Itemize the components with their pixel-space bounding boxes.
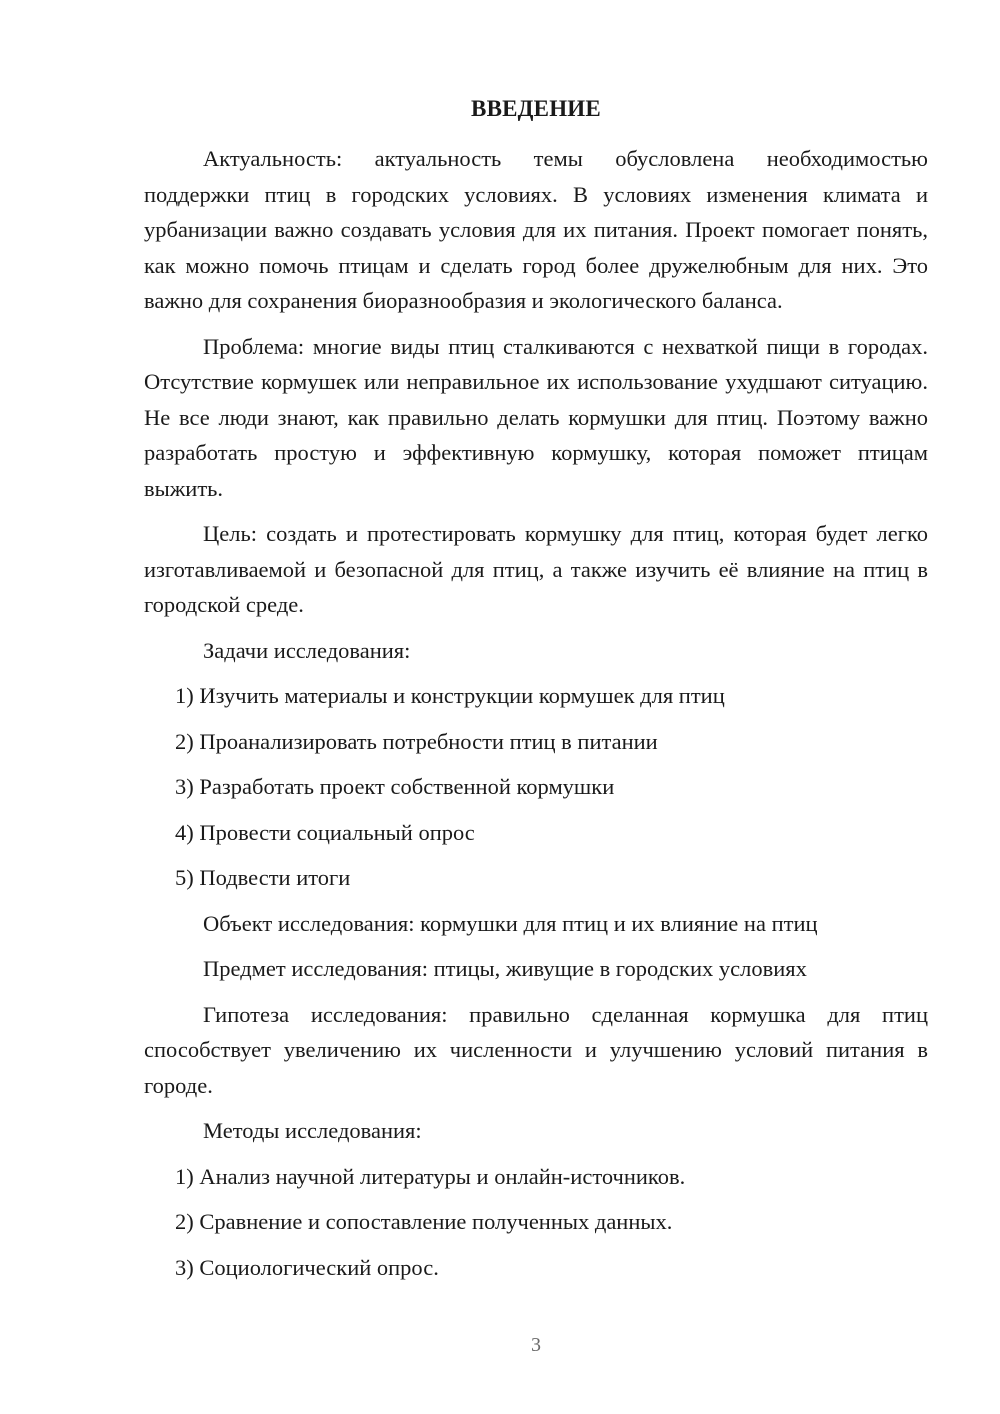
page-title: ВВЕДЕНИЕ	[471, 96, 601, 121]
paragraph-goal: Цель: создать и протестировать кормушку для птиц, которая будет легко изготавливаемой и безопасной для птиц, а также изучить её влияние на птиц в городской среде.	[144, 521, 928, 617]
tasks-heading: Задачи исследования:	[203, 637, 411, 663]
paragraph-relevance: Актуальность: актуальность темы обусловлена необходимостью поддержки птиц в городских условиях. В условиях изменения климата и урбанизации важно создавать условия для их питания. Проект помогает понять, как можно помочь птицам и сделать город более дружелюбным для них. Это важно для сохранения биоразнообразия и экологического баланса.	[144, 146, 928, 313]
task-item: 1) Изучить материалы и конструкции кормушек для птиц	[175, 683, 725, 708]
method-item: 1) Анализ научной литературы и онлайн-источников.	[175, 1163, 686, 1189]
method-item: 3) Социологический опрос.	[175, 1254, 439, 1280]
page-number: 3	[531, 1334, 541, 1356]
task-item: 4) Провести социальный опрос	[175, 819, 475, 845]
methods-heading: Методы исследования:	[203, 1118, 422, 1143]
method-item: 2) Сравнение и сопоставление полученных данных.	[175, 1209, 673, 1234]
task-item: 2) Проанализировать потребности птиц в питании	[175, 728, 658, 754]
paragraph-problem: Проблема: многие виды птиц сталкиваются с нехваткой пищи в городах. Отсутствие кормушек или неправильное их использование ухудшают ситуацию. Не все люди знают, как правильно делать кормушки для птиц. Поэтому важно разработать простую и эффективную кормушку, которая поможет птицам выжить.	[144, 333, 928, 501]
document-body	[144, 141, 928, 1295]
research-object: Объект исследования: кормушки для птиц и их влияние на птиц	[203, 910, 818, 936]
paragraph-hypothesis: Гипотеза исследования: правильно сделанная кормушка для птиц способствует увеличению их численности и улучшению условий питания в городе.	[144, 1001, 928, 1098]
task-item: 3) Разработать проект собственной кормушки	[175, 774, 615, 799]
task-item: 5) Подвести итоги	[175, 865, 351, 890]
research-subject: Предмет исследования: птицы, живущие в городских условиях	[203, 956, 807, 981]
